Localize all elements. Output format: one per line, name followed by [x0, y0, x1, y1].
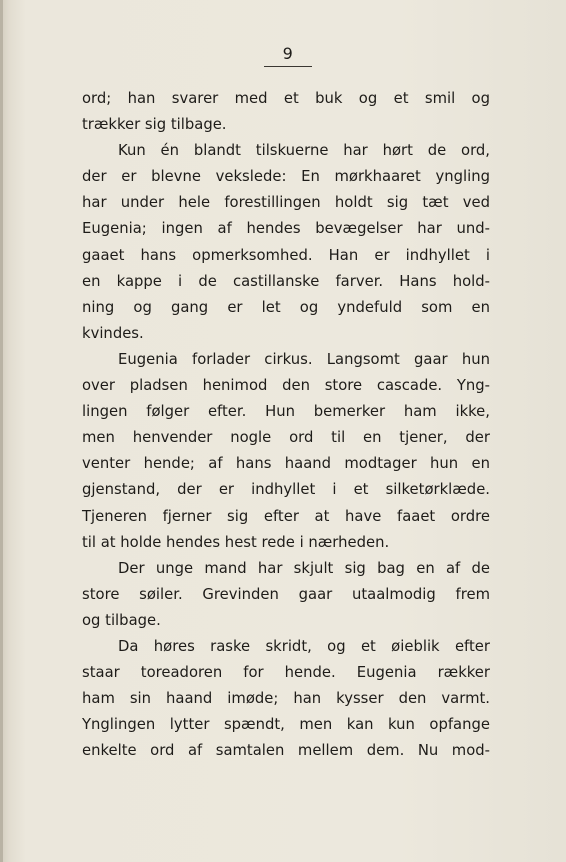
- text-line: kvindes.: [82, 324, 144, 342]
- text-line: store søiler. Grevinden gaar utaalmodig frem: [82, 585, 490, 603]
- text-line: venter hende; af hans haand modtager hun en: [82, 455, 490, 473]
- text-line: en kappe i de castillanske farver. Hans hold-: [82, 272, 490, 290]
- text-line: og tilbage.: [82, 611, 161, 629]
- text-line: har under hele forestillingen holdt sig tæt ved: [82, 194, 490, 212]
- text-line: gjenstand, der er indhyllet i et silketørklæde.: [82, 481, 490, 499]
- text-line: gaaet hans opmerksomhed. Han er indhyllet i: [82, 246, 490, 264]
- text-line: men henvender nogle ord til en tjener, der: [82, 429, 490, 447]
- text-line: Der unge mand har skjult sig bag en af de: [118, 559, 490, 577]
- body-text: [82, 86, 490, 764]
- page-number: 9: [282, 44, 294, 63]
- text-line: ham sin haand imøde; han kysser den varmt.: [82, 690, 490, 708]
- text-line: til at holde hendes hest rede i nærheden.: [82, 533, 390, 551]
- text-line: Eugenia forlader cirkus. Langsomt gaar hun: [118, 350, 490, 368]
- text-line: lingen følger efter. Hun bemerker ham ikke,: [82, 403, 490, 421]
- text-line: Tjeneren fjerner sig efter at have faaet ordre: [82, 507, 490, 525]
- text-line: Ynglingen lytter spændt, men kan kun opfange: [82, 716, 490, 734]
- text-line: staar toreadoren for hende. Eugenia rækker: [82, 664, 490, 682]
- text-line: Eugenia; ingen af hendes bevægelser har und-: [82, 220, 490, 238]
- text-line: Kun én blandt tilskuerne har hørt de ord,: [118, 142, 490, 160]
- page-number-rule: [264, 66, 312, 67]
- text-line: der er blevne vekslede: En mørkhaaret yngling: [82, 168, 490, 186]
- text-line: ord; han svarer med et buk og et smil og: [82, 90, 490, 107]
- page-binding-edge: [0, 0, 3, 862]
- text-line: trækker sig tilbage.: [82, 116, 227, 134]
- text-line: Da høres raske skridt, og et øieblik efter: [118, 637, 490, 655]
- text-line: enkelte ord af samtalen mellem dem. Nu mod-: [82, 742, 490, 760]
- text-line: ning og gang er let og yndefuld som en: [82, 298, 490, 316]
- text-line: over pladsen henimod den store cascade. Yng-: [82, 377, 490, 395]
